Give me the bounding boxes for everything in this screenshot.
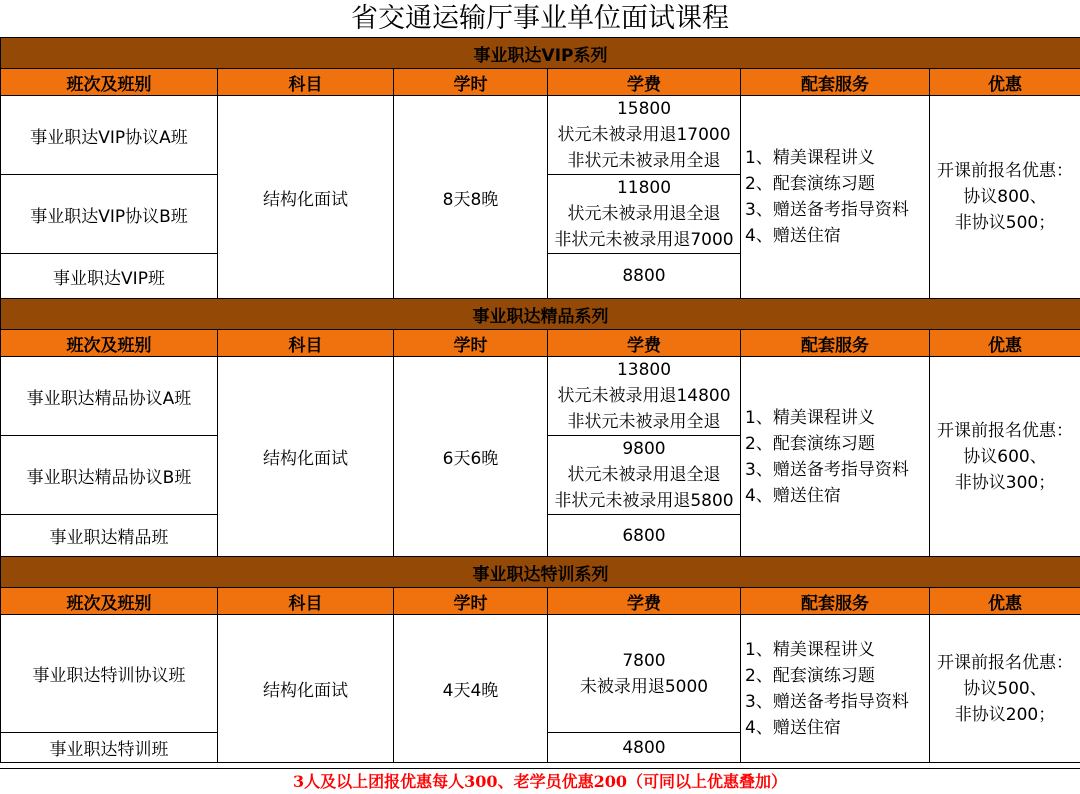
service-item: 4、赠送住宿 — [741, 483, 929, 509]
service-item: 3、赠送备考指导资料 — [741, 197, 929, 223]
discount-line: 非协议500； — [930, 210, 1080, 236]
discount-cell — [930, 615, 1080, 763]
class-name: 事业职达VIP协议A班 — [1, 96, 218, 175]
fee-line: 非状元未被录用全退 — [548, 148, 740, 174]
header-subject: 科目 — [218, 330, 394, 357]
service-item: 3、赠送备考指导资料 — [741, 457, 929, 483]
discount-cell — [930, 357, 1080, 557]
fee-cell — [548, 96, 741, 175]
fee-line: 状元未被录用退全退 — [548, 201, 740, 227]
fee-cell — [548, 175, 741, 254]
hours-cell: 8天8晚 — [394, 96, 548, 299]
discount-line: 非协议300； — [930, 470, 1080, 496]
discount-line: 协议600、 — [930, 444, 1080, 470]
fee-line: 状元未被录用退17000 — [548, 122, 740, 148]
header-hours: 学时 — [394, 330, 548, 357]
class-name: 事业职达精品协议A班 — [1, 357, 218, 436]
fee-line: 11800 — [548, 175, 740, 201]
subject-cell: 结构化面试 — [218, 96, 394, 299]
fee-cell — [548, 515, 741, 557]
fee-cell — [548, 357, 741, 436]
service-item: 4、赠送住宿 — [741, 715, 929, 741]
class-name: 事业职达精品协议B班 — [1, 436, 218, 515]
fee-line: 7800 — [548, 648, 740, 674]
discount-line: 开课前报名优惠： — [930, 158, 1080, 184]
services-cell — [741, 615, 930, 763]
fee-line: 非状元未被录用全退 — [548, 409, 740, 435]
header-class: 班次及班别 — [1, 69, 218, 96]
class-name: 事业职达VIP班 — [1, 254, 218, 299]
header-services: 配套服务 — [741, 330, 930, 357]
header-services: 配套服务 — [741, 69, 930, 96]
class-name: 事业职达特训班 — [1, 733, 218, 763]
series-title: 事业职达VIP系列 — [1, 38, 1080, 69]
discount-line: 开课前报名优惠： — [930, 418, 1080, 444]
group-discount-note: 3人及以上团报优惠每人300、老学员优惠200（可同以上优惠叠加） — [0, 768, 1080, 793]
fee-cell — [548, 733, 741, 763]
header-discount: 优惠 — [930, 330, 1080, 357]
fee-line: 非状元未被录用退5800 — [548, 488, 740, 514]
fee-line: 非状元未被录用退7000 — [548, 227, 740, 253]
fee-line: 13800 — [548, 357, 740, 383]
class-name: 事业职达精品班 — [1, 515, 218, 557]
subject-cell: 结构化面试 — [218, 357, 394, 557]
discount-line: 开课前报名优惠： — [930, 650, 1080, 676]
header-fee: 学费 — [548, 69, 741, 96]
fee-line: 4800 — [548, 735, 740, 761]
discount-line: 协议800、 — [930, 184, 1080, 210]
fee-line: 8800 — [548, 263, 740, 289]
service-item: 2、配套演练习题 — [741, 431, 929, 457]
header-hours: 学时 — [394, 69, 548, 96]
fee-cell — [548, 615, 741, 733]
fee-line: 未被录用退5000 — [548, 674, 740, 700]
page-title: 省交通运输厅事业单位面试课程 — [0, 0, 1080, 37]
service-item: 1、精美课程讲义 — [741, 637, 929, 663]
service-item: 1、精美课程讲义 — [741, 405, 929, 431]
service-item: 3、赠送备考指导资料 — [741, 689, 929, 715]
service-item: 2、配套演练习题 — [741, 171, 929, 197]
fee-line: 9800 — [548, 436, 740, 462]
header-class: 班次及班别 — [1, 588, 218, 615]
class-name: 事业职达特训协议班 — [1, 615, 218, 733]
header-discount: 优惠 — [930, 588, 1080, 615]
header-subject: 科目 — [218, 69, 394, 96]
fee-cell — [548, 436, 741, 515]
series-title: 事业职达特训系列 — [1, 557, 1080, 588]
services-cell — [741, 96, 930, 299]
class-name: 事业职达VIP协议B班 — [1, 175, 218, 254]
course-table — [0, 37, 1080, 763]
header-discount: 优惠 — [930, 69, 1080, 96]
service-item: 4、赠送住宿 — [741, 223, 929, 249]
header-fee: 学费 — [548, 588, 741, 615]
header-services: 配套服务 — [741, 588, 930, 615]
hours-cell: 4天4晚 — [394, 615, 548, 763]
subject-cell: 结构化面试 — [218, 615, 394, 763]
hours-cell: 6天6晚 — [394, 357, 548, 557]
service-item: 2、配套演练习题 — [741, 663, 929, 689]
discount-line: 非协议200； — [930, 702, 1080, 728]
header-subject: 科目 — [218, 588, 394, 615]
header-fee: 学费 — [548, 330, 741, 357]
series-title: 事业职达精品系列 — [1, 299, 1080, 330]
services-cell — [741, 357, 930, 557]
fee-line: 状元未被录用退14800 — [548, 383, 740, 409]
discount-cell — [930, 96, 1080, 299]
header-class: 班次及班别 — [1, 330, 218, 357]
fee-line: 状元未被录用退全退 — [548, 462, 740, 488]
discount-line: 协议500、 — [930, 676, 1080, 702]
fee-line: 15800 — [548, 96, 740, 122]
header-hours: 学时 — [394, 588, 548, 615]
fee-line: 6800 — [548, 523, 740, 549]
service-item: 1、精美课程讲义 — [741, 145, 929, 171]
fee-cell — [548, 254, 741, 299]
